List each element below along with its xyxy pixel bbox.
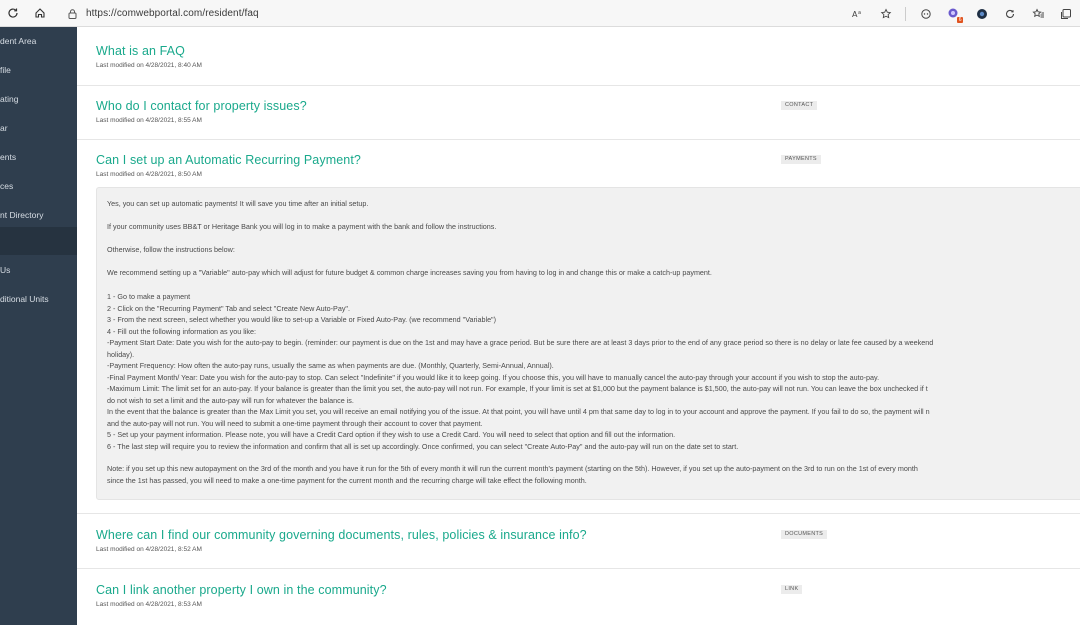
answer-line: If your community uses BB&T or Heritage Bank you will log in to make a payment with the bank and follow the instructions. <box>107 222 497 231</box>
sidebar-item-resident-area[interactable] <box>0 27 77 55</box>
answer-line: holiday). <box>107 349 135 359</box>
category-tag: PAYMENTS <box>781 155 821 164</box>
answer-line: 5 - Set up your payment information. Please note, you will have a Credit Card option if they wish to use a Credit Card. You will need to select that option and fill out the information. <box>107 430 676 439</box>
faq-modified: Last modified on 4/28/2021, 8:50 AM <box>96 171 202 178</box>
answer-line: 3 - From the next screen, select whether you would like to set-up a Variable or Fixed Auto-Pay. (we recommend "Variable") <box>107 315 497 324</box>
add-favorite-icon[interactable] <box>872 0 900 27</box>
sidebar-item-resident-directory[interactable] <box>0 201 77 229</box>
sidebar-item-faq[interactable] <box>0 227 77 255</box>
extension-badge-icon[interactable] <box>940 0 968 27</box>
answer-line: In the event that the balance is greater than the Max Limit you set, you will receive an email notifying you of the issue. At that point, you will have until 4 pm that same day to log in to your account and approve the payment. If you fail to do so, the payment will n <box>107 407 930 416</box>
faq-title[interactable]: Can I set up an Automatic Recurring Payment? <box>96 153 361 167</box>
sidebar-item-profile[interactable] <box>0 56 77 84</box>
category-tag: DOCUMENTS <box>781 530 827 539</box>
faq-answer <box>96 187 1080 500</box>
sidebar-item-label: ditional Units <box>0 294 49 304</box>
faq-modified: Last modified on 4/28/2021, 8:55 AM <box>96 117 202 124</box>
answer-line: Yes, you can set up automatic payments! It will save you time after an initial setup. <box>107 199 369 208</box>
answer-line: and the auto-pay will not run. You will need to submit a one-time payment through their account to cover that payment. <box>107 418 483 428</box>
sidebar-item-label: ating <box>0 94 19 104</box>
answer-line: -Payment Frequency: How often the auto-pay runs, usually the same as when payments are due. (Monthly, Quarterly, Semi-Annual, Annual). <box>107 361 554 370</box>
browser-toolbar <box>0 0 1080 27</box>
faq-title[interactable]: Can I link another property I own in the community? <box>96 583 387 597</box>
answer-line: 4 - Fill out the following information as you like: <box>107 326 257 336</box>
faq-modified: Last modified on 4/28/2021, 8:40 AM <box>96 62 202 69</box>
sidebar-item-contact-us[interactable] <box>0 256 77 284</box>
answer-line: Note: if you set up this new autopayment on the 3rd of the month and you have it run for the 5th of every month it will run the current month's payment (starting on the 5th). However, if you set up the auto-payment on the 3rd to run on the 1st of every month <box>107 464 918 473</box>
faq-item[interactable] <box>77 569 1080 625</box>
faq-item[interactable] <box>77 514 1080 569</box>
sidebar-item-additional-units[interactable] <box>0 285 77 313</box>
refresh-icon[interactable] <box>0 0 26 27</box>
sidebar-item-payments[interactable] <box>0 143 77 171</box>
svg-text:a: a <box>858 9 862 16</box>
home-icon[interactable] <box>27 0 53 27</box>
answer-line: do not wish to set a limit and the auto-pay will run for whatever the balance is. <box>107 395 354 405</box>
sidebar-item-label: file <box>0 65 11 75</box>
chat-icon[interactable] <box>912 0 940 27</box>
sidebar-item-label: ces <box>0 181 14 191</box>
sidebar-item-label: Us <box>0 265 11 275</box>
faq-item[interactable] <box>77 86 1080 140</box>
browser-actions <box>844 0 1080 27</box>
answer-line: since the 1st has passed, you will need to make a one-time payment for the current month and the recurring charge will take effect the following month. <box>107 475 587 485</box>
sidebar-item-label: ar <box>0 123 8 133</box>
answer-line: -Maximum Limit: The limit set for an auto-pay. If your balance is greater than the limit you set, the auto-pay will not run. For example, If your limit is set at $1,000 but the payment balance is $1,500, the auto-pay will not run. You can leave the box unchecked if t <box>107 384 928 393</box>
sidebar <box>0 27 77 625</box>
favorites-icon[interactable] <box>1024 0 1052 27</box>
sidebar-item-services[interactable] <box>0 172 77 200</box>
category-tag: LINK <box>781 585 802 594</box>
answer-line: -Payment Start Date: Date you wish for the auto-pay to begin. (reminder: our payment is due on the 1st and may have a grace period. But be sure there are at least 3 days prior to the end of any grace period so there is no delay or late fee caused by a weekend <box>107 338 934 347</box>
sidebar-item-label: nt Directory <box>0 210 44 220</box>
answer-line: -Final Payment Month/ Year: Date you wish for the auto-pay to stop. Can select "Indefinite" if you would like it to keep going. If you choose this, you will have to manually cancel the auto-pay through your account if you wish to stop the auto-pay. <box>107 372 880 382</box>
faq-item[interactable] <box>77 27 1080 86</box>
sync-icon[interactable] <box>996 0 1024 27</box>
category-tag: CONTACT <box>781 101 817 110</box>
profile-icon[interactable] <box>968 0 996 27</box>
sidebar-item-calendar[interactable] <box>0 114 77 142</box>
url-text[interactable]: https://comwebportal.com/resident/faq <box>86 8 259 19</box>
sidebar-item-label: dent Area <box>0 36 37 46</box>
faq-title[interactable]: What is an FAQ <box>96 44 185 58</box>
answer-line: 1 - Go to make a payment <box>107 292 191 301</box>
faq-title[interactable]: Who do I contact for property issues? <box>96 99 307 113</box>
faq-title[interactable]: Where can I find our community governing documents, rules, policies & insurance info? <box>96 528 587 542</box>
answer-line: 6 - The last step will require you to review the information and confirm that all is set up accordingly. Once confirmed, you can select "Create Auto-Pay" and the auto-pay will run on the date set to start. <box>107 441 739 451</box>
separator <box>900 0 912 27</box>
svg-text:A: A <box>852 9 858 19</box>
read-aloud-icon[interactable] <box>844 0 872 27</box>
faq-modified: Last modified on 4/28/2021, 8:52 AM <box>96 546 202 553</box>
answer-line: Otherwise, follow the instructions below: <box>107 245 235 254</box>
answer-line: 2 - Click on the "Recurring Payment" Tab and select "Create New Auto-Pay". <box>107 303 350 313</box>
extension-badge-count: 6 <box>958 17 962 23</box>
lock-icon[interactable] <box>64 6 80 22</box>
sidebar-item-rating[interactable] <box>0 85 77 113</box>
faq-list <box>77 27 1080 625</box>
collections-icon[interactable] <box>1052 0 1080 27</box>
faq-modified: Last modified on 4/28/2021, 8:53 AM <box>96 601 202 608</box>
sidebar-item-label: ents <box>0 152 17 162</box>
answer-line: We recommend setting up a "Variable" auto-pay which will adjust for future budget & common charge increases saving you from having to log in and change this or make a catch-up payment. <box>107 268 712 277</box>
